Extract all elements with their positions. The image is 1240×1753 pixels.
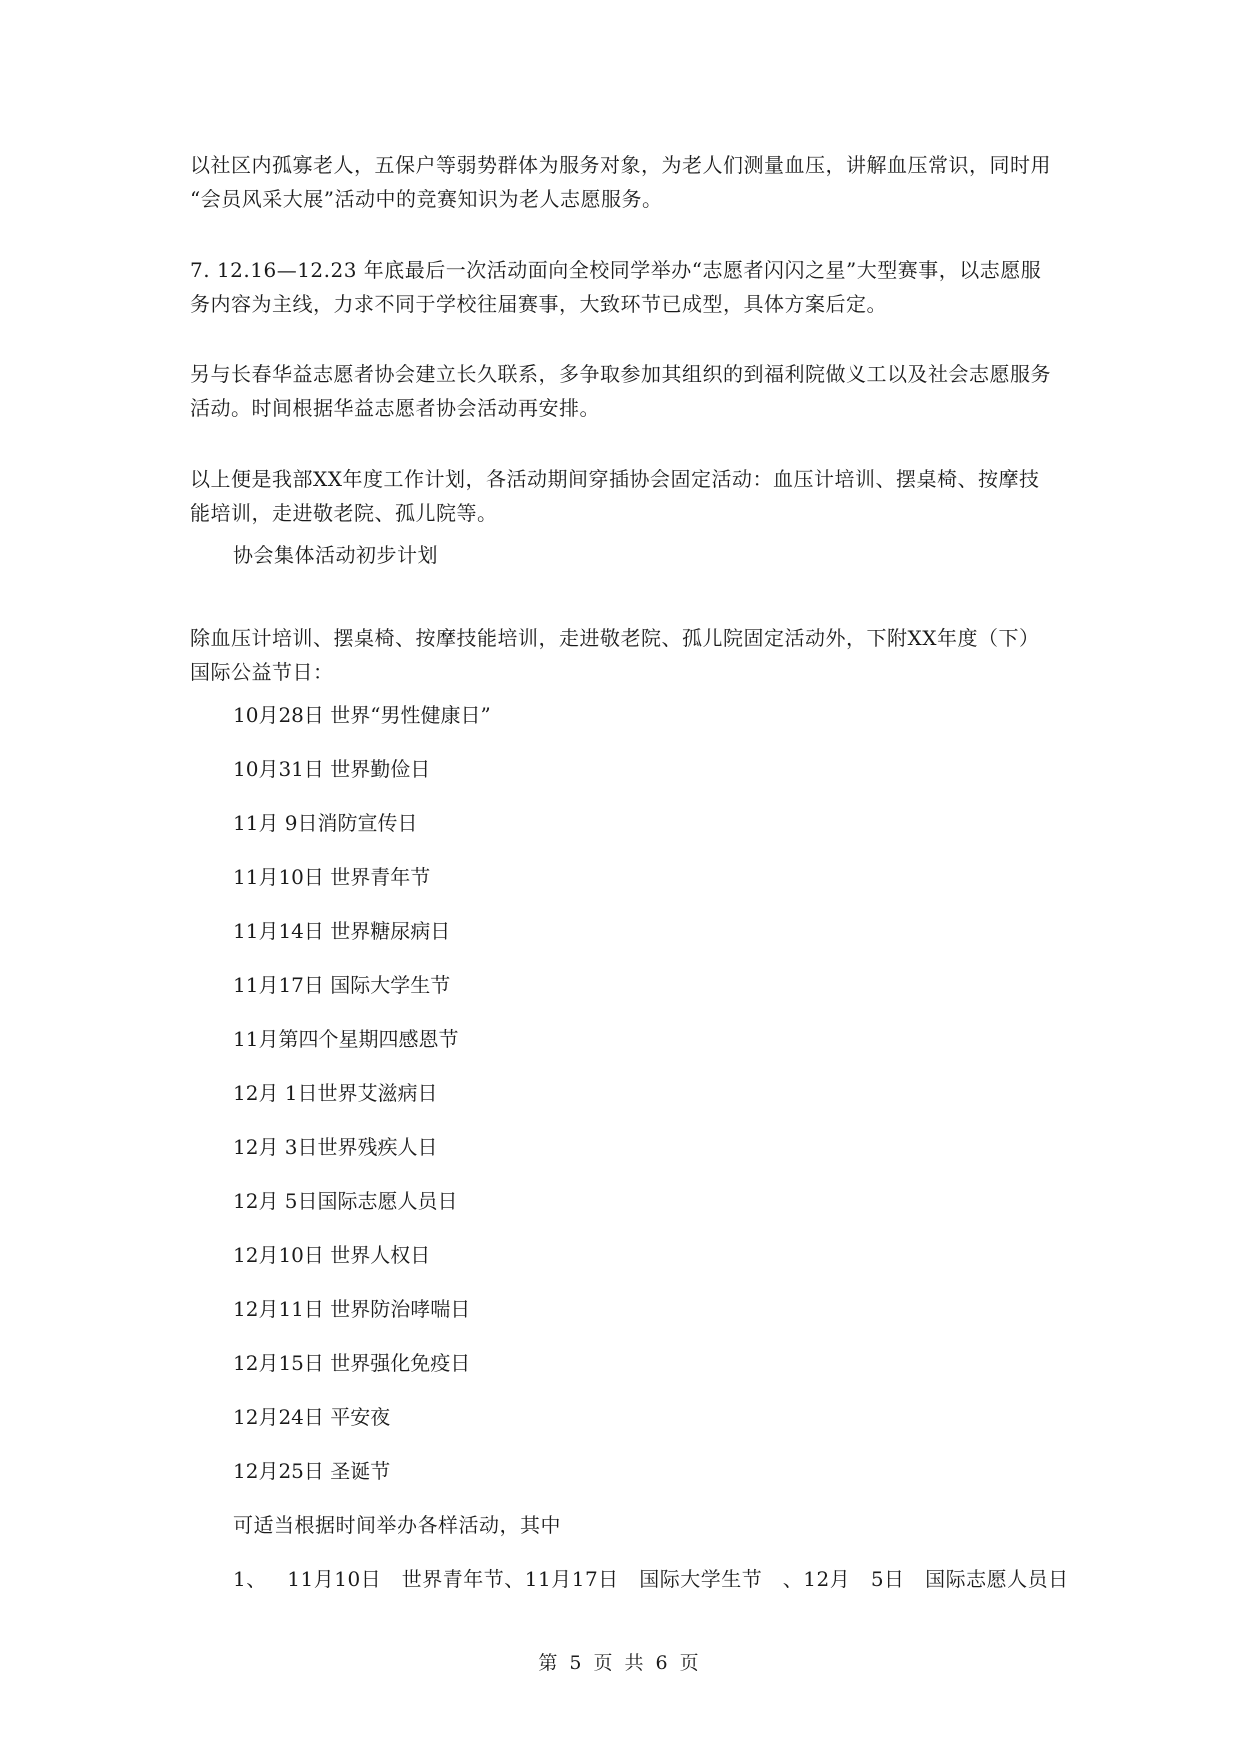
paragraph-huayi-association: 另与长春华益志愿者协会建立长久联系，多争取参加其组织的到福利院做义工以及社会志愿服务活动。时间根据华益志愿者协会活动再安排。 — [190, 362, 1051, 420]
list-item: 12月15日 世界强化免疫日 — [233, 1351, 471, 1375]
list-item: 11月 9日消防宣传日 — [233, 811, 418, 835]
list-item: 12月25日 圣诞节 — [233, 1459, 391, 1483]
page-footer: 第 5 页 共 6 页 — [538, 1652, 702, 1674]
list-item: 12月 5日国际志愿人员日 — [233, 1189, 458, 1213]
list-item: 11月第四个星期四感恩节 — [233, 1027, 459, 1051]
list-item: 12月11日 世界防治哮喘日 — [233, 1297, 471, 1321]
list-item: 10月28日 世界“男性健康日” — [233, 703, 491, 727]
list-item: 12月 3日世界残疾人日 — [233, 1135, 438, 1159]
paragraph-community-service: 以社区内孤寡老人，五保户等弱势群体为服务对象，为老人们测量血压，讲解血压常识，同时用 “会员风采大展”活动中的竞赛知识为老人志愿服务。 — [190, 153, 1051, 211]
closing-item-1: 1、 11月10日 世界青年节、11月17日 国际大学生节 、12月 5日 国际志愿人员日 — [233, 1567, 1069, 1591]
paragraph-item-7: 7. 12.16—12.23 年底最后一次活动面向全校同学举办“志愿者闪闪之星”大型赛事，以志愿服务内容为主线，力求不同于学校往届赛事，大致环节已成型，具体方案后定。 — [190, 258, 1042, 316]
section-heading: 协会集体活动初步计划 — [233, 543, 438, 567]
closing-line: 可适当根据时间举办各样活动，其中 — [233, 1513, 561, 1537]
list-item: 10月31日 世界勤俭日 — [233, 757, 431, 781]
paragraph-fixed-activities: 除血压计培训、摆桌椅、按摩技能培训，走进敬老院、孤儿院固定活动外，下附XX年度（下）国际公益节日： — [190, 626, 1040, 684]
list-item: 11月14日 世界糖尿病日 — [233, 919, 451, 943]
list-item: 12月10日 世界人权日 — [233, 1243, 431, 1267]
list-item: 11月10日 世界青年节 — [233, 865, 431, 889]
list-item: 12月24日 平安夜 — [233, 1405, 391, 1429]
paragraph-summary: 以上便是我部XX年度工作计划，各活动期间穿插协会固定活动：血压计培训、摆桌椅、按摩技能培训，走进敬老院、孤儿院等。 — [190, 467, 1040, 525]
list-item: 11月17日 国际大学生节 — [233, 973, 451, 997]
list-item: 12月 1日世界艾滋病日 — [233, 1081, 438, 1105]
